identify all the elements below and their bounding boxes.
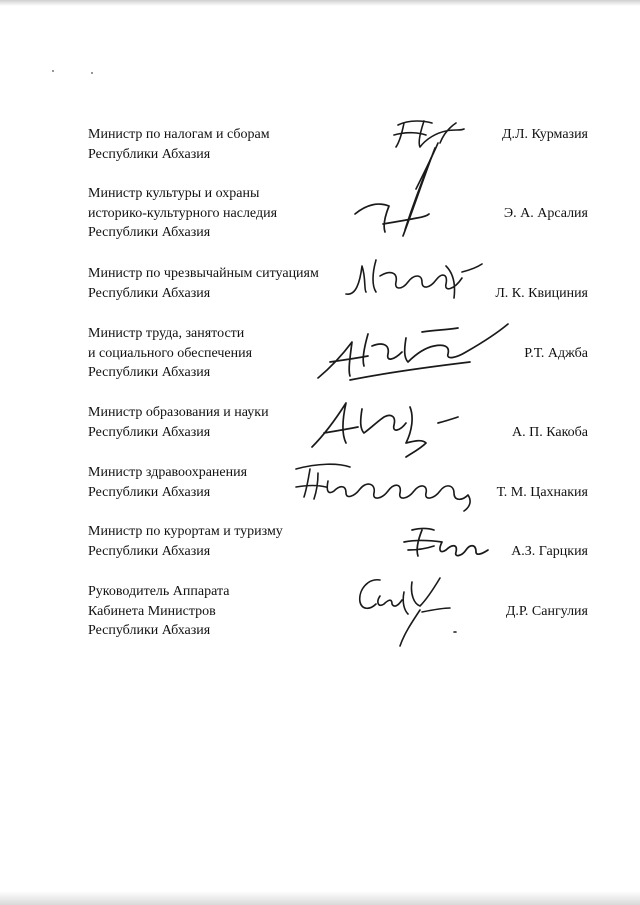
title-line: Руководитель Аппарата	[88, 584, 230, 599]
signatory-title	[88, 184, 388, 243]
title-line: Министр труда, занятости	[88, 326, 245, 341]
signatory-name: Д.Р. Сангулия	[505, 604, 588, 619]
signatory-name: Д.Л. Курмазия	[501, 127, 588, 142]
scan-edge-bottom	[0, 891, 640, 905]
signatory-title	[88, 125, 388, 164]
signatory-title	[88, 522, 388, 561]
scan-edge-top	[0, 0, 640, 6]
title-line: Республики Абхазия	[88, 146, 211, 162]
handwritten-signature	[345, 144, 455, 256]
handwritten-signature	[398, 524, 498, 564]
title-line: Министр по налогам и сборам	[88, 127, 270, 142]
signatory-name: Р.Т. Аджба	[524, 346, 588, 361]
handwritten-signature	[336, 252, 486, 304]
handwritten-signature	[350, 570, 470, 650]
title-line: Республики Абхазия	[88, 484, 211, 500]
title-line: Республики Абхазия	[88, 424, 211, 440]
handwritten-signature	[302, 387, 472, 459]
title-line: Республики Абхазия	[88, 365, 211, 380]
title-line: Министр культуры и охраны	[88, 186, 260, 201]
title-line: Министр по курортам и туризму	[88, 524, 283, 539]
title-line: Республики Абхазия	[88, 543, 211, 559]
signatory-name: А.З. Гарцкия	[511, 544, 588, 559]
title-line: Министр здравоохранения	[88, 465, 248, 480]
signatory-name: Э. А. Арсалия	[503, 206, 588, 221]
title-line: историко-культурного наследия	[88, 205, 278, 221]
title-line: и социального обеспечения	[88, 345, 253, 361]
signatory-title	[88, 582, 388, 641]
signatory-name: Л. К. Квициния	[495, 286, 588, 301]
scan-speck	[52, 70, 54, 72]
handwritten-signature	[310, 318, 520, 390]
signatory-name: А. П. Какоба	[511, 425, 588, 440]
title-line: Республики Абхазия	[88, 285, 211, 301]
title-line: Министр по чрезвычайным ситуациям	[88, 266, 319, 281]
handwritten-signature	[288, 457, 478, 515]
title-line: Кабинета Министров	[88, 603, 216, 619]
signatory-name: Т. М. Цахнакия	[496, 485, 588, 500]
title-line: Республики Абхазия	[88, 225, 211, 240]
title-line: Министр образования и науки	[88, 405, 269, 420]
scan-speck	[91, 72, 93, 74]
title-line: Республики Абхазия	[88, 623, 211, 638]
